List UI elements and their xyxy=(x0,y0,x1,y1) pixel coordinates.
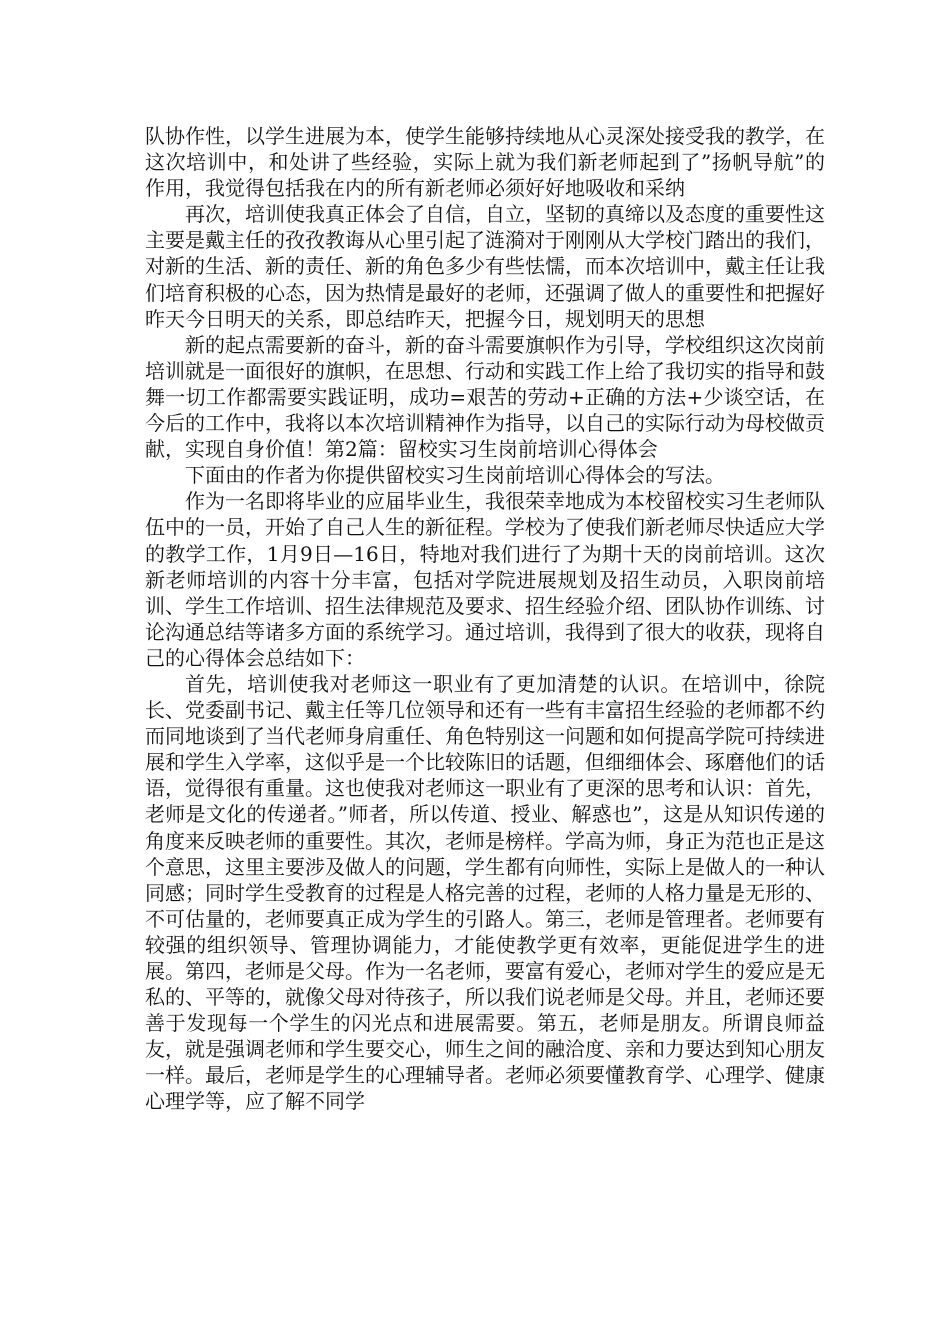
paragraph-graduate: 作为一名即将毕业的应届毕业生，我很荣幸地成为本校留校实习生老师队伍中的一员，开始了自己人生的新征程。学校为了使我们新老师尽快适应大学的教学工作，1月9日—16日，特地对我们进行了为期十天的岗前培训。这次新老师培训的内容十分丰富，包括对学院进展规划及招生动员，入职岗前培训、学生工作培训、招生法律规范及要求、招生经验介绍、团队协作训练、讨论沟通总结等诸多方面的系统学习。通过培训，我得到了很大的收获，现将自己的心得体会总结如下： xyxy=(145,489,825,670)
paragraph-intro: 下面由的作者为你提供留校实习生岗前培训心得体会的写法。 xyxy=(185,463,725,488)
document-body xyxy=(145,123,825,1115)
paragraph-teacher-roles: 首先，培训使我对老师这一职业有了更加清楚的认识。在培训中，徐院长、党委副书记、戴主任等几位领导和还有一些有丰富招生经验的老师都不约而同地谈到了当代老师身肩重任、角色特别这一问题和如何提高学院可持续进展和学生入学率，这似乎是一个比较陈旧的话题，但细细体会、琢磨他们的话语，觉得很有重量。这也使我对老师这一职业有了更深的思考和认识：首先，老师是文化的传递者。”师者，所以传道、授业、解惑也”，这是从知识传递的角度来反映老师的重要性。其次，老师是榜样。学高为师，身正为范也正是这个意思，这里主要涉及做人的问题，学生都有向师性，实际上是做人的一种认同感；同时学生受教育的过程是人格完善的过程，老师的人格力量是无形的、不可估量的，老师要真正成为学生的引路人。第三，老师是管理者。老师要有较强的组织领导、管理协调能力，才能使教学更有效率，更能促进学生的进展。第四，老师是父母。作为一名老师，要富有爱心，老师对学生的爱应是无私的、平等的，就像父母对待孩子，所以我们说老师是父母。并且，老师还要善于发现每一个学生的闪光点和进展需要。第五，老师是朋友。所谓良师益友，就是强调老师和学生要交心，师生之间的融洽度、亲和力要达到知心朋友一样。最后，老师是学生的心理辅导者。老师必须要懂教育学、心理学、健康心理学等，应了解不同学 xyxy=(145,671,825,1114)
paragraph-new-start: 新的起点需要新的奋斗，新的奋斗需要旗帜作为引导，学校组织这次岗前培训就是一面很好的旗帜，在思想、行动和实践工作上给了我切实的指导和鼓舞一切工作都需要实践证明，成功=艰苦的劳动+正确的方法+少谈空话，在今后的工作中，我将以本次培训精神作为指导，以自己的实际行动为母校做贡献，实现自身价值！第2篇：留校实习生岗前培训心得体会 xyxy=(145,332,825,462)
paragraph-continuation: 队协作性，以学生进展为本，使学生能够持续地从心灵深处接受我的教学，在这次培训中，和处讲了些经验，实际上就为我们新老师起到了”扬帆导航”的作用，我觉得包括我在内的所有新老师必须好好地吸收和采纳 xyxy=(145,124,825,201)
paragraph-confidence: 再次，培训使我真正体会了自信，自立，坚韧的真缔以及态度的重要性这主要是戴主任的孜孜教诲从心里引起了涟漪对于刚刚从大学校门踏出的我们，对新的生活、新的责任、新的角色多少有些怯懦，而本次培训中，戴主任让我们培育积极的心态，因为热情是最好的老师，还强调了做人的重要性和把握好昨天今日明天的关系，即总结昨天，把握今日，规划明天的思想 xyxy=(145,202,825,331)
